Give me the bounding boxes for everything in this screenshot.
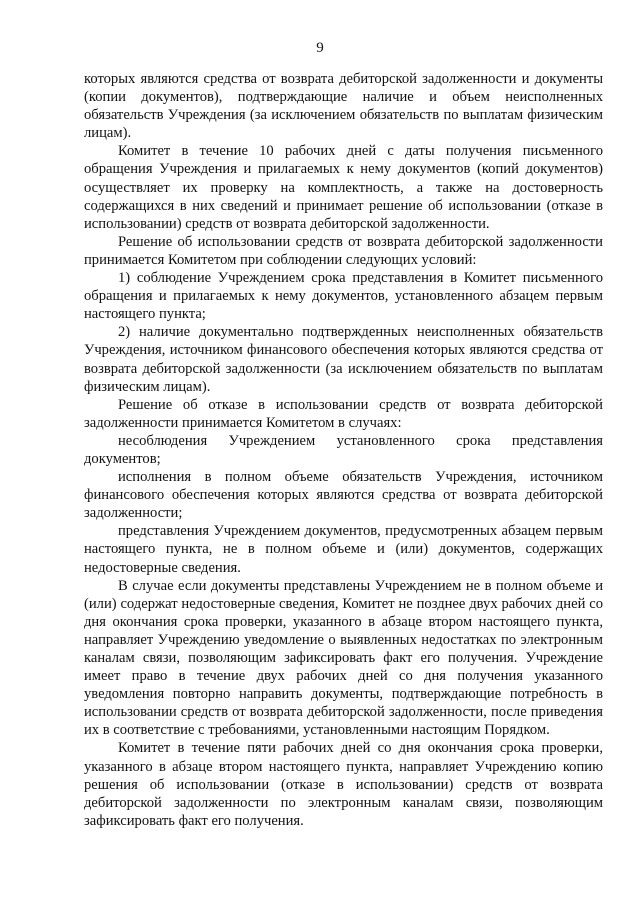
- paragraph-refusal-cases: Решение об отказе в использовании средств от возврата дебиторской задолженности принимается Комитетом в случаях:: [84, 396, 603, 431]
- paragraph-refusal-case-1: несоблюдения Учреждением установленного срока представления документов;: [84, 432, 603, 467]
- paragraph-refusal-case-3: представления Учреждением документов, предусмотренных абзацем первым настоящего пункта, не в полном объеме и (или) документов, содержащих недостоверные сведения.: [84, 523, 603, 576]
- paragraph-decision-conditions: Решение об использовании средств от возврата дебиторской задолженности принимается Комитетом при соблюдении следующих условий:: [84, 233, 603, 268]
- page-number: 9: [316, 40, 324, 56]
- paragraph-condition-2: 2) наличие документально подтвержденных неисполненных обязательств Учреждения, источником финансового обеспечения которых являются средства от возврата дебиторской задолженности (за исключением обязательств по выплатам физическим лицам).: [84, 324, 603, 395]
- paragraph-review-procedure: Комитет в течение 10 рабочих дней с даты получения письменного обращения Учреждения и прилагаемых к нему документов (копий документов) осуществляет их проверку на комплектность, а также на достоверность содержащихся в них сведений и принимает решение об использовании (отказе в использовании) средств от возврата дебиторской задолженности.: [84, 143, 603, 232]
- paragraph-condition-1: 1) соблюдение Учреждением срока представления в Комитет письменного обращения и прилагаемых к нему документов, установленного абзацем первым настоящего пункта;: [84, 270, 603, 323]
- paragraph-continuation: которых являются средства от возврата дебиторской задолженности и документы (копии документов), подтверждающие наличие и объем неисполненных обязательств Учреждения (за исключением обязательств по выплатам физическим лицам).: [84, 71, 603, 142]
- paragraph-incomplete-documents: В случае если документы представлены Учреждением не в полном объеме и (или) содержат недостоверные сведения, Комитет не позднее двух рабочих дней со дня окончания срока проверки, указанного в абзаце втором настоящего пункта, направляет Учреждению уведомление о выявленных недостатках по электронным каналам связи, позволяющим зафиксировать факт его получения. Учреждение имеет право в течение двух рабочих дней со дня получения указанного уведомления повторно направить документы, подтверждающие потребность в использовании средств от возврата дебиторской задолженности, после приведения их в соответствие с требованиями, установленными настоящим Порядком.: [84, 577, 603, 739]
- document-body: [84, 70, 603, 830]
- paragraph-refusal-case-2: исполнения в полном объеме обязательств Учреждения, источником финансового обеспечения которых являются средства от возврата дебиторской задолженности;: [84, 469, 603, 522]
- paragraph-decision-notification: Комитет в течение пяти рабочих дней со дня окончания срока проверки, указанного в абзаце втором настоящего пункта, направляет Учреждению копию решения об использовании (отказе в использовании) средств от возврата дебиторской задолженности по электронным каналам связи, позволяющим зафиксировать факт его получения.: [84, 740, 603, 829]
